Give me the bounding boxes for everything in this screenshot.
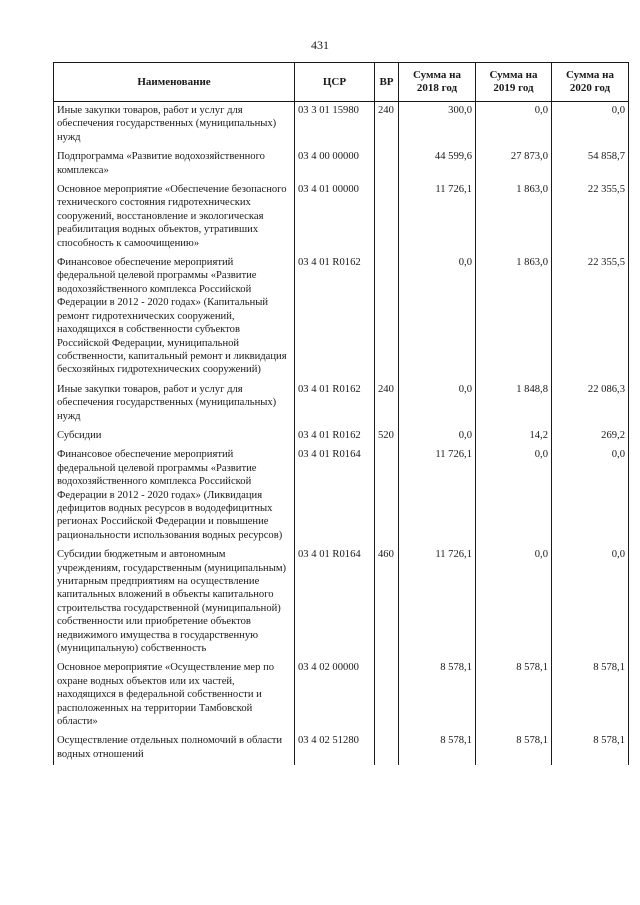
- table-row: [54, 148, 629, 181]
- header-sum-2020: Сумма на 2020 год: [552, 63, 629, 102]
- row-sum-2018: 0,0: [399, 427, 476, 446]
- row-csr: 03 4 00 00000: [295, 148, 375, 181]
- table-row: [54, 427, 629, 446]
- header-csr: ЦСР: [295, 63, 375, 102]
- row-csr: 03 4 01 R0162: [295, 381, 375, 427]
- row-csr: 03 4 02 00000: [295, 659, 375, 732]
- row-sum-2020: 22 355,5: [552, 181, 629, 254]
- row-sum-2019: 1 863,0: [476, 181, 552, 254]
- row-sum-2020: 22 355,5: [552, 254, 629, 381]
- row-vr: [375, 659, 399, 732]
- row-name: Подпрограмма «Развитие водохозяйственного комплекса»: [54, 148, 295, 181]
- row-sum-2020: 269,2: [552, 427, 629, 446]
- header-name: Наименование: [54, 63, 295, 102]
- row-sum-2019: 8 578,1: [476, 659, 552, 732]
- row-vr: 520: [375, 427, 399, 446]
- page-number: 431: [311, 38, 329, 52]
- row-sum-2018: 0,0: [399, 381, 476, 427]
- row-sum-2019: 0,0: [476, 446, 552, 546]
- row-csr: 03 4 01 00000: [295, 181, 375, 254]
- row-sum-2019: 0,0: [476, 546, 552, 659]
- budget-table: [53, 62, 629, 765]
- row-name: Субсидии бюджетным и автономным учреждениям, государственным (муниципальным) унитарным предприятиям на осуществление капитальных вложений в объекты капитального строительства государственной (муниципальной) собственности или приобретение объектов недвижимого имущества в государственную (муниципальную) собственность: [54, 546, 295, 659]
- table-header-row: [54, 63, 629, 102]
- table-row: [54, 102, 629, 149]
- row-sum-2020: 22 086,3: [552, 381, 629, 427]
- row-sum-2018: 300,0: [399, 102, 476, 149]
- row-csr: 03 4 02 51280: [295, 732, 375, 765]
- row-name: Основное мероприятие «Обеспечение безопасного технического состояния гидротехнических сооружений, восстановление и экологическая реабилитация водных объектов, утративших способность к самоочищению»: [54, 181, 295, 254]
- table-row: [54, 254, 629, 381]
- row-sum-2020: 54 858,7: [552, 148, 629, 181]
- row-csr: 03 4 01 R0162: [295, 427, 375, 446]
- header-sum-2019: Сумма на 2019 год: [476, 63, 552, 102]
- row-sum-2019: 1 863,0: [476, 254, 552, 381]
- row-sum-2020: 0,0: [552, 546, 629, 659]
- row-name: Финансовое обеспечение мероприятий федеральной целевой программы «Развитие водохозяйственного комплекса Российской Федерации в 2012 - 2020 годах» (Капитальный ремонт гидротехнических сооружений, находящихся в собственности субъектов Российской Федерации, муниципальной собственности, капитальный ремонт и ликвидация бесхозяйных гидротехнических сооружений): [54, 254, 295, 381]
- row-vr: [375, 181, 399, 254]
- row-sum-2018: 8 578,1: [399, 659, 476, 732]
- row-vr: [375, 446, 399, 546]
- row-sum-2020: 8 578,1: [552, 732, 629, 765]
- row-vr: [375, 732, 399, 765]
- row-vr: [375, 254, 399, 381]
- row-csr: 03 3 01 15980: [295, 102, 375, 149]
- row-sum-2018: 11 726,1: [399, 446, 476, 546]
- table-row: [54, 446, 629, 546]
- row-sum-2018: 8 578,1: [399, 732, 476, 765]
- row-sum-2019: 8 578,1: [476, 732, 552, 765]
- table-row: [54, 381, 629, 427]
- row-sum-2018: 11 726,1: [399, 546, 476, 659]
- row-name: Иные закупки товаров, работ и услуг для обеспечения государственных (муниципальных) нужд: [54, 381, 295, 427]
- table-row: [54, 732, 629, 765]
- row-sum-2018: 44 599,6: [399, 148, 476, 181]
- row-sum-2020: 0,0: [552, 102, 629, 149]
- row-csr: 03 4 01 R0164: [295, 546, 375, 659]
- row-csr: 03 4 01 R0164: [295, 446, 375, 546]
- row-vr: 460: [375, 546, 399, 659]
- row-vr: 240: [375, 381, 399, 427]
- row-name: Основное мероприятие «Осуществление мер по охране водных объектов или их частей, находящихся в федеральной собственности и расположенных на территории Тамбовской области»: [54, 659, 295, 732]
- row-sum-2019: 14,2: [476, 427, 552, 446]
- row-vr: 240: [375, 102, 399, 149]
- row-name: Осуществление отдельных полномочий в области водных отношений: [54, 732, 295, 765]
- row-vr: [375, 148, 399, 181]
- table-row: [54, 659, 629, 732]
- row-csr: 03 4 01 R0162: [295, 254, 375, 381]
- row-name: Субсидии: [54, 427, 295, 446]
- row-name: Финансовое обеспечение мероприятий федеральной целевой программы «Развитие водохозяйственного комплекса Российской Федерации в 2012 - 2020 годах» (Ликвидация дефицитов водных ресурсов в вододефицитных регионах Российской Федерации и повышение рациональности использования водных ресурсов): [54, 446, 295, 546]
- table-row: [54, 546, 629, 659]
- row-sum-2018: 0,0: [399, 254, 476, 381]
- row-name: Иные закупки товаров, работ и услуг для обеспечения государственных (муниципальных) нужд: [54, 102, 295, 149]
- row-sum-2019: 1 848,8: [476, 381, 552, 427]
- row-sum-2020: 8 578,1: [552, 659, 629, 732]
- row-sum-2018: 11 726,1: [399, 181, 476, 254]
- header-vr: ВР: [375, 63, 399, 102]
- header-sum-2018: Сумма на 2018 год: [399, 63, 476, 102]
- table-row: [54, 181, 629, 254]
- row-sum-2019: 0,0: [476, 102, 552, 149]
- row-sum-2020: 0,0: [552, 446, 629, 546]
- row-sum-2019: 27 873,0: [476, 148, 552, 181]
